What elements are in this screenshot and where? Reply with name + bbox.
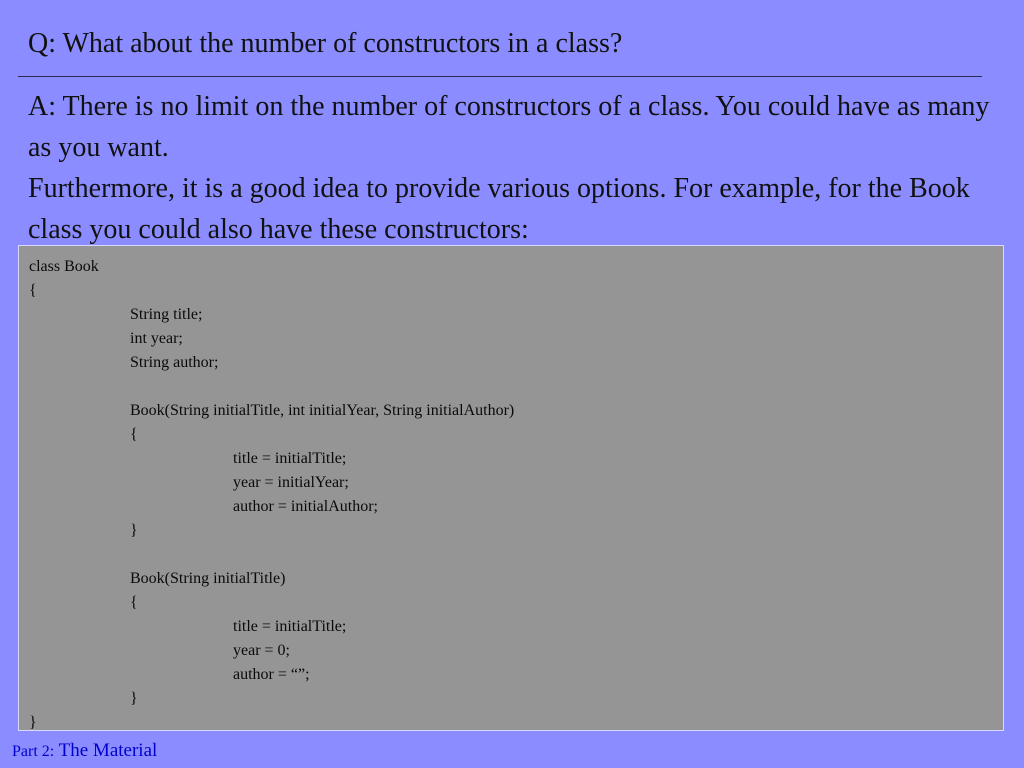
code-line: { <box>29 282 37 299</box>
code-line <box>29 543 1003 567</box>
slide-footer <box>12 739 157 764</box>
footer-part-label: Part 2: <box>12 743 55 760</box>
title-divider <box>18 76 982 77</box>
code-line: title = initialTitle; <box>233 618 347 635</box>
code-line: } <box>130 690 138 707</box>
code-line: title = initialTitle; <box>233 450 347 467</box>
slide-answer <box>28 86 1004 250</box>
code-line: Book(String initialTitle) <box>130 570 286 587</box>
code-line <box>29 375 1003 399</box>
code-line: author = “”; <box>233 666 310 683</box>
code-line: year = 0; <box>233 642 290 659</box>
code-line: } <box>130 522 138 539</box>
answer-line-2: Furthermore, it is a good idea to provide various options. For example, for the Book class you could also have these constructors: <box>28 173 970 245</box>
code-line: Book(String initialTitle, int initialYear, String initialAuthor) <box>130 402 515 419</box>
answer-line-1: A: There is no limit on the number of constructors of a class. You could have as many as you want. <box>28 91 990 163</box>
code-line: String title; <box>130 306 203 323</box>
footer-section-label: The Material <box>58 740 158 761</box>
code-block <box>18 245 1004 731</box>
code-line: String author; <box>130 354 219 371</box>
slide-question: Q: What about the number of constructors in a class? <box>28 28 623 59</box>
code-line: year = initialYear; <box>233 474 349 491</box>
code-line: class Book <box>29 258 99 275</box>
code-line: { <box>130 594 138 611</box>
code-line: int year; <box>130 330 183 347</box>
code-line: author = initialAuthor; <box>233 498 378 515</box>
code-line: } <box>29 714 37 731</box>
code-line: { <box>130 426 138 443</box>
